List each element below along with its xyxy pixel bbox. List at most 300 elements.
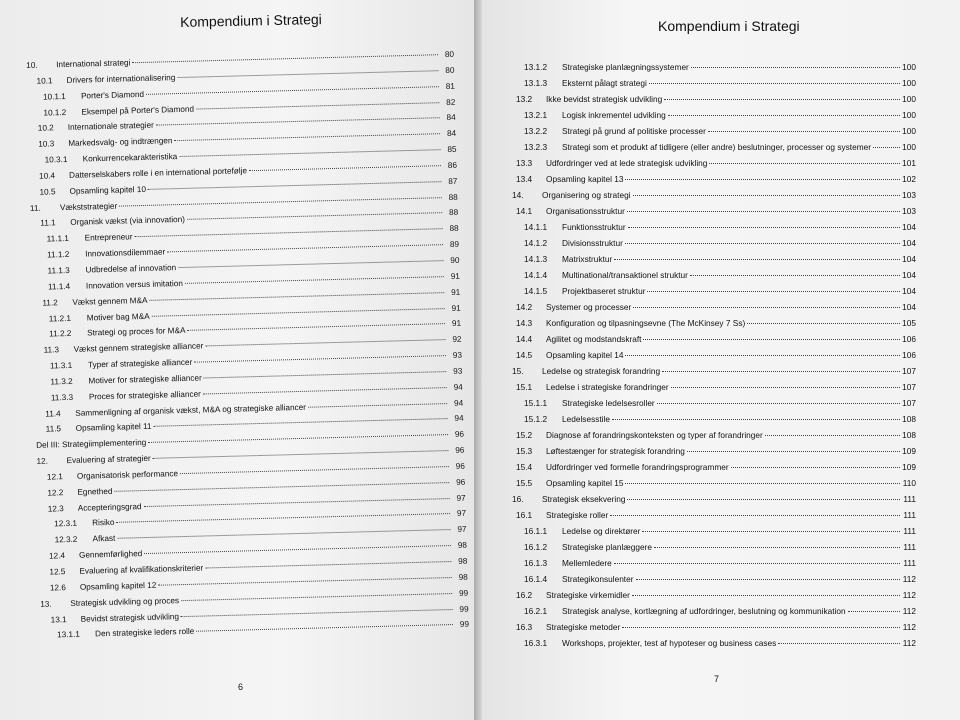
toc-entry-number: 16.1.4 bbox=[524, 574, 548, 584]
toc-entry-title: Ledelsesstile bbox=[562, 414, 610, 424]
toc-entry-page: 100 bbox=[902, 78, 916, 88]
toc-entry-number: 13.2 bbox=[516, 94, 533, 104]
toc-entry-page: 104 bbox=[902, 238, 916, 248]
toc-entry bbox=[512, 539, 916, 555]
toc-entry-title: Egnethed bbox=[77, 486, 113, 497]
toc-entry-number: 16. bbox=[512, 494, 524, 504]
toc-entry-page: 99 bbox=[459, 619, 470, 630]
toc-entry-number: 10.2 bbox=[37, 123, 54, 134]
toc-entry-page: 84 bbox=[446, 128, 457, 139]
toc-entry-title: Strategi som et produkt af tidligere (eller andre) beslutninger, processer og systemer bbox=[562, 142, 871, 152]
dot-leader bbox=[731, 467, 900, 468]
dot-leader bbox=[187, 213, 442, 221]
toc-entry-page: 88 bbox=[448, 192, 458, 202]
dot-leader bbox=[625, 179, 900, 180]
toc-entry-page: 100 bbox=[902, 94, 916, 104]
toc-entry-title: Konfiguration og tilpasningsevne (The McKinsey 7 Ss) bbox=[546, 318, 746, 328]
toc-entry-number: 13.2.2 bbox=[524, 126, 548, 136]
toc-entry-page: 99 bbox=[458, 588, 469, 598]
dot-leader bbox=[135, 228, 443, 237]
toc-entry-number: 15.2 bbox=[516, 430, 533, 440]
toc-entry-number: 13.1.3 bbox=[524, 78, 548, 88]
toc-entry-number: 13.2.3 bbox=[524, 142, 548, 152]
toc-entry bbox=[512, 507, 916, 523]
toc-entry bbox=[512, 379, 916, 395]
toc-entry-number: 11.1.1 bbox=[46, 234, 70, 244]
toc-entry-title: Opsamling kapitel 12 bbox=[79, 580, 157, 592]
dot-leader bbox=[628, 227, 900, 228]
toc-entry-page: 94 bbox=[453, 382, 463, 392]
toc-entry bbox=[512, 75, 916, 91]
toc-entry-page: 89 bbox=[449, 239, 460, 250]
toc-entry-number: 13.1.2 bbox=[524, 62, 548, 72]
dot-leader bbox=[614, 259, 900, 260]
toc-entry-page: 102 bbox=[902, 174, 916, 184]
toc-entry-title: Strategiske planlægningssystemer bbox=[562, 62, 689, 72]
toc-entry-number: 15.4 bbox=[516, 462, 533, 472]
toc-entry-page: 111 bbox=[903, 494, 916, 504]
dot-leader bbox=[149, 292, 444, 301]
toc-entry bbox=[512, 235, 916, 251]
toc-entry-title: Vækst gennem M&A bbox=[72, 295, 148, 307]
toc-entry-page: 96 bbox=[454, 429, 465, 440]
toc-entry-title: Del III: Strategiimplementering bbox=[36, 438, 147, 451]
toc-entry-number: 14.1 bbox=[516, 206, 533, 216]
toc-entry bbox=[512, 251, 916, 267]
toc-entry bbox=[512, 283, 916, 299]
toc-entry-title: Drivers for internationalisering bbox=[66, 72, 176, 85]
dot-leader bbox=[848, 611, 900, 612]
toc-entry-page: 108 bbox=[902, 430, 916, 440]
toc-entry-title: Proces for strategiske alliancer bbox=[88, 389, 201, 402]
table-of-contents bbox=[512, 59, 916, 651]
toc-entry-title: Innovationsdilemmaer bbox=[85, 247, 166, 259]
toc-entry-title: Multinational/transaktionel struktur bbox=[562, 270, 688, 280]
toc-entry-number: 10. bbox=[26, 60, 38, 70]
dot-leader bbox=[614, 563, 900, 564]
toc-entry-page: 111 bbox=[903, 558, 916, 568]
toc-entry-page: 106 bbox=[902, 334, 916, 344]
toc-entry-page: 112 bbox=[902, 622, 916, 632]
toc-entry-number: 10.3 bbox=[38, 139, 55, 149]
dot-leader bbox=[181, 609, 453, 617]
toc-entry-title: Ledelse og strategisk forandring bbox=[542, 366, 661, 376]
dot-leader bbox=[177, 70, 438, 78]
toc-entry-title: Opsamling kapitel 11 bbox=[75, 422, 152, 434]
toc-entry-page: 96 bbox=[455, 445, 465, 455]
toc-entry-page: 110 bbox=[902, 478, 916, 488]
toc-entry-title: Strategiske virkemidler bbox=[546, 590, 630, 600]
dot-leader bbox=[636, 579, 901, 580]
dot-leader bbox=[249, 165, 441, 171]
page-number: 6 bbox=[238, 682, 244, 692]
toc-entry-title: Divisionsstruktur bbox=[562, 238, 623, 248]
dot-leader bbox=[152, 308, 445, 317]
toc-entry-number: 13.1 bbox=[50, 614, 67, 625]
toc-entry-page: 94 bbox=[453, 398, 464, 408]
dot-leader bbox=[622, 627, 900, 628]
toc-entry-page: 104 bbox=[902, 286, 916, 296]
dot-leader bbox=[633, 307, 900, 308]
toc-entry-title: Matrixstruktur bbox=[562, 254, 613, 264]
toc-entry-page: 105 bbox=[902, 318, 916, 328]
toc-entry-page: 101 bbox=[902, 158, 916, 168]
dot-leader bbox=[187, 323, 445, 331]
toc-entry-page: 103 bbox=[902, 190, 916, 200]
toc-entry-number: 12.5 bbox=[49, 567, 66, 577]
toc-entry-page: 98 bbox=[458, 572, 468, 582]
toc-entry-page: 96 bbox=[456, 477, 466, 487]
dot-leader bbox=[174, 133, 440, 141]
toc-entry-page: 107 bbox=[902, 366, 916, 376]
toc-entry-page: 109 bbox=[902, 446, 916, 456]
toc-entry-number: 15.1 bbox=[516, 382, 533, 392]
toc-entry-page: 91 bbox=[450, 271, 460, 281]
dot-leader bbox=[671, 387, 900, 388]
toc-entry-page: 104 bbox=[902, 254, 916, 264]
dot-leader bbox=[308, 403, 447, 408]
toc-entry-number: 10.1.1 bbox=[42, 91, 66, 102]
toc-entry-number: 14.1.5 bbox=[524, 286, 548, 296]
toc-entry-title: Strategiske metoder bbox=[546, 622, 621, 632]
toc-entry-page: 91 bbox=[451, 287, 461, 297]
toc-entry-title: Accepteringsgrad bbox=[77, 501, 142, 513]
toc-entry-number: 14.3 bbox=[516, 318, 533, 328]
toc-entry-number: 12.3.2 bbox=[54, 535, 78, 545]
toc-entry-title: Vækststrategier bbox=[59, 201, 118, 212]
dot-leader bbox=[610, 515, 900, 516]
toc-entry-number: 11.2.2 bbox=[49, 329, 72, 339]
toc-entry-title: Datterselskabers rolle i en international portefølje bbox=[68, 166, 248, 180]
left-page bbox=[0, 0, 474, 720]
toc-entry-title: International strategi bbox=[56, 58, 131, 70]
toc-entry-page: 107 bbox=[902, 398, 916, 408]
toc-entry-title: Organisering og strategi bbox=[542, 190, 631, 200]
toc-entry-page: 98 bbox=[458, 556, 468, 566]
toc-entry-title: Evaluering af strategier bbox=[66, 453, 151, 466]
toc-entry-number: 11.3.3 bbox=[50, 392, 74, 403]
toc-entry-number: 12.4 bbox=[48, 551, 66, 561]
toc-entry-page: 104 bbox=[902, 222, 916, 232]
toc-entry bbox=[512, 395, 916, 411]
toc-entry-title: Opsamling kapitel 14 bbox=[546, 350, 624, 360]
dot-leader bbox=[625, 483, 900, 484]
toc-entry-number: 16.2 bbox=[516, 590, 533, 600]
toc-entry-number: 10.5 bbox=[39, 187, 56, 197]
dot-leader bbox=[708, 131, 900, 132]
toc-entry-page: 100 bbox=[902, 110, 916, 120]
toc-entry bbox=[512, 107, 916, 123]
toc-entry bbox=[512, 331, 916, 347]
toc-entry bbox=[512, 315, 916, 331]
toc-entry-title: Organisk vækst (via innovation) bbox=[70, 215, 186, 228]
toc-entry bbox=[512, 443, 916, 459]
toc-entry bbox=[512, 459, 916, 475]
toc-entry-title: Strategisk udvikling og proces bbox=[70, 595, 180, 608]
toc-entry-page: 100 bbox=[902, 62, 916, 72]
toc-entry-page: 104 bbox=[902, 302, 916, 312]
dot-leader bbox=[153, 450, 449, 459]
toc-entry-title: Udbredelse af innovation bbox=[85, 263, 177, 275]
toc-entry-title: Innovation versus imitation bbox=[85, 278, 184, 291]
toc-entry-number: 11.2.1 bbox=[48, 313, 72, 323]
dot-leader bbox=[194, 355, 446, 363]
toc-entry-title: Løftestænger for strategisk forandring bbox=[546, 446, 685, 456]
dot-leader bbox=[747, 323, 900, 324]
dot-leader bbox=[148, 434, 448, 443]
toc-entry-title: Vækst gennem strategiske alliancer bbox=[73, 341, 204, 355]
toc-entry-title: Bevidst strategisk udvikling bbox=[80, 611, 180, 624]
dot-leader bbox=[668, 115, 900, 116]
dot-leader bbox=[114, 482, 449, 492]
toc-entry-number: 16.1.3 bbox=[524, 558, 548, 568]
toc-entry-page: 112 bbox=[902, 590, 916, 600]
toc-entry-title: Udfordringer ved formelle forandringsprogrammer bbox=[546, 462, 729, 472]
toc-entry-title: Sammenligning af organisk vækst, M&A og strategiske alliancer bbox=[75, 402, 307, 418]
page-header: Kompendium i Strategi bbox=[180, 11, 322, 30]
toc-entry bbox=[512, 267, 916, 283]
dot-leader bbox=[625, 243, 900, 244]
toc-entry-page: 104 bbox=[902, 270, 916, 280]
toc-entry-title: Porter's Diamond bbox=[80, 89, 145, 101]
table-of-contents bbox=[26, 47, 469, 644]
toc-entry-title: Eksempel på Porter's Diamond bbox=[81, 104, 195, 117]
toc-entry-title: Organisationsstruktur bbox=[546, 206, 625, 216]
toc-entry-title: Strategiske ledelsesroller bbox=[562, 398, 655, 408]
toc-entry bbox=[512, 523, 916, 539]
toc-entry-page: 88 bbox=[448, 208, 459, 218]
toc-entry-title: Typer af strategiske alliancer bbox=[87, 357, 193, 370]
page-number: 7 bbox=[714, 674, 720, 684]
toc-entry-page: 103 bbox=[902, 206, 916, 216]
toc-entry-title: Strategi på grund af politiske processer bbox=[562, 126, 706, 136]
toc-entry-number: 11.3.2 bbox=[50, 376, 73, 387]
toc-entry-title: Systemer og processer bbox=[546, 302, 632, 312]
dot-leader bbox=[625, 355, 900, 356]
toc-entry-number: 10.1 bbox=[36, 76, 53, 86]
toc-entry-number: 10.3.1 bbox=[44, 155, 68, 165]
dot-leader bbox=[204, 371, 447, 378]
toc-entry-page: 112 bbox=[902, 638, 916, 648]
toc-entry-title: Entrepreneur bbox=[84, 232, 133, 243]
dot-leader bbox=[643, 339, 900, 340]
toc-entry-number: 16.3 bbox=[516, 622, 533, 632]
toc-entry-page: 111 bbox=[903, 510, 916, 520]
toc-entry-page: 107 bbox=[902, 382, 916, 392]
dot-leader bbox=[154, 418, 448, 427]
toc-entry-number: 11.1.3 bbox=[47, 265, 70, 276]
toc-entry-title: Opsamling kapitel 15 bbox=[546, 478, 624, 488]
toc-entry-page: 98 bbox=[457, 540, 468, 551]
toc-entry bbox=[512, 123, 916, 139]
toc-entry-title: Agilitet og modstandskraft bbox=[546, 334, 642, 344]
dot-leader bbox=[627, 499, 900, 500]
dot-leader bbox=[158, 577, 451, 586]
toc-entry-page: 97 bbox=[456, 493, 466, 503]
toc-entry bbox=[512, 187, 916, 203]
toc-entry-page: 112 bbox=[902, 606, 916, 616]
dot-leader bbox=[664, 99, 900, 100]
toc-entry-number: 10.1.2 bbox=[43, 107, 67, 118]
toc-entry-title: Ikke bevidst strategisk udvikling bbox=[546, 94, 663, 104]
toc-entry-page: 82 bbox=[446, 97, 456, 107]
toc-entry-page: 80 bbox=[445, 65, 455, 75]
dot-leader bbox=[119, 197, 442, 206]
dot-leader bbox=[662, 371, 900, 372]
toc-entry-number: 12.1 bbox=[46, 472, 64, 482]
dot-leader bbox=[778, 643, 900, 644]
page-header: Kompendium i Strategi bbox=[658, 18, 800, 34]
dot-leader bbox=[627, 211, 900, 212]
toc-entry-title: Mellemledere bbox=[562, 558, 612, 568]
toc-entry-title: Strategiske roller bbox=[546, 510, 609, 520]
toc-entry-number: 15.5 bbox=[516, 478, 533, 488]
toc-entry-number: 14.1.2 bbox=[524, 238, 548, 248]
toc-entry-number: 11.4 bbox=[45, 408, 61, 419]
toc-entry-page: 80 bbox=[444, 49, 455, 60]
toc-entry-title: Workshops, projekter, test af hypoteser og business cases bbox=[562, 638, 777, 648]
toc-entry-number: 14.1.4 bbox=[524, 270, 548, 280]
toc-entry-number: 14.2 bbox=[516, 302, 533, 312]
toc-entry-title: Afkast bbox=[92, 534, 116, 544]
toc-entry-title: Motiver for strategiske alliancer bbox=[88, 373, 202, 386]
toc-entry-page: 93 bbox=[453, 366, 463, 376]
toc-entry-number: 12.2 bbox=[47, 487, 64, 498]
toc-entry-title: Opsamling kapitel 13 bbox=[546, 174, 624, 184]
toc-entry-number: 16.1 bbox=[516, 510, 533, 520]
toc-entry-title: Den strategiske leders rolle bbox=[94, 627, 195, 639]
dot-leader bbox=[203, 387, 447, 394]
toc-entry-number: 13.2.1 bbox=[524, 110, 548, 120]
toc-entry bbox=[512, 603, 916, 619]
toc-entry-number: 14. bbox=[512, 190, 524, 200]
dot-leader bbox=[649, 83, 900, 84]
toc-entry bbox=[512, 427, 916, 443]
toc-entry-number: 15. bbox=[512, 366, 524, 376]
dot-leader bbox=[709, 163, 900, 164]
dot-leader bbox=[181, 593, 452, 601]
toc-entry-page: 94 bbox=[454, 414, 464, 424]
dot-leader bbox=[117, 529, 450, 539]
toc-entry-page: 93 bbox=[452, 350, 463, 360]
toc-entry-page: 111 bbox=[903, 542, 916, 552]
toc-entry-title: Diagnose af forandringskonteksten og typer af forandringer bbox=[546, 430, 763, 440]
dot-leader bbox=[873, 147, 900, 148]
toc-entry-title: Eksternt pålagt strategi bbox=[562, 78, 647, 88]
book-gutter bbox=[474, 0, 482, 720]
toc-entry bbox=[512, 571, 916, 587]
dot-leader bbox=[612, 419, 900, 420]
toc-entry-number: 16.1.2 bbox=[524, 542, 548, 552]
dot-leader bbox=[647, 291, 900, 292]
toc-entry bbox=[512, 299, 916, 315]
dot-leader bbox=[765, 435, 900, 436]
toc-entry-page: 108 bbox=[902, 414, 916, 424]
toc-entry-number: 15.1.1 bbox=[524, 398, 548, 408]
toc-entry-page: 100 bbox=[902, 126, 916, 136]
toc-entry-page: 97 bbox=[456, 509, 467, 519]
toc-entry-number: 11.1 bbox=[40, 218, 56, 229]
dot-leader bbox=[185, 276, 444, 284]
dot-leader bbox=[116, 514, 450, 524]
toc-entry-number: 15.1.2 bbox=[524, 414, 548, 424]
toc-entry-page: 106 bbox=[902, 350, 916, 360]
toc-entry-title: Funktionsstruktur bbox=[562, 222, 626, 232]
dot-leader bbox=[196, 624, 453, 632]
toc-entry-page: 81 bbox=[445, 81, 455, 91]
dot-leader bbox=[205, 561, 451, 568]
dot-leader bbox=[167, 244, 443, 252]
toc-entry-title: Strategikonsulenter bbox=[562, 574, 634, 584]
toc-entry-title: Strategi og proces for M&A bbox=[87, 326, 186, 338]
toc-entry bbox=[512, 635, 916, 651]
toc-entry-number: 13.4 bbox=[516, 174, 533, 184]
toc-entry-title: Ledelse og direktører bbox=[562, 526, 641, 536]
toc-entry-title: Logisk inkrementel udvikling bbox=[562, 110, 666, 120]
toc-entry-page: 87 bbox=[448, 176, 458, 186]
toc-entry-title: Strategiske planlæggere bbox=[562, 542, 652, 552]
toc-entry-page: 91 bbox=[451, 303, 461, 313]
dot-leader bbox=[205, 339, 445, 346]
toc-entry bbox=[512, 219, 916, 235]
toc-entry-page: 97 bbox=[457, 524, 467, 535]
toc-entry-number: 10.4 bbox=[38, 171, 56, 181]
dot-leader bbox=[179, 149, 440, 157]
toc-entry bbox=[512, 59, 916, 75]
toc-entry-page: 92 bbox=[452, 334, 462, 345]
dot-leader bbox=[632, 595, 900, 596]
dot-leader bbox=[642, 531, 900, 532]
toc-entry bbox=[512, 555, 916, 571]
dot-leader bbox=[143, 498, 449, 507]
dot-leader bbox=[148, 181, 441, 190]
toc-entry bbox=[512, 587, 916, 603]
dot-leader bbox=[180, 466, 449, 474]
toc-entry-title: Strategisk eksekvering bbox=[542, 494, 626, 504]
toc-entry-number: 11.1.2 bbox=[47, 250, 70, 260]
toc-entry bbox=[512, 155, 916, 171]
toc-entry-page: 91 bbox=[451, 319, 462, 329]
toc-entry-title: Risiko bbox=[92, 518, 115, 528]
toc-entry bbox=[512, 347, 916, 363]
toc-entry-number: 11.3.1 bbox=[49, 360, 73, 371]
toc-entry bbox=[512, 203, 916, 219]
toc-entry-number: 11. bbox=[29, 203, 41, 213]
toc-entry-number: 16.1.1 bbox=[524, 526, 548, 536]
toc-entry-page: 88 bbox=[449, 224, 459, 234]
toc-entry-page: 90 bbox=[450, 255, 460, 265]
toc-entry-number: 11.3 bbox=[43, 345, 60, 355]
toc-entry-page: 112 bbox=[902, 574, 916, 584]
dot-leader bbox=[178, 260, 443, 268]
dot-leader bbox=[691, 67, 900, 68]
toc-entry-page: 96 bbox=[455, 461, 465, 471]
toc-entry-number: 13.3 bbox=[516, 158, 533, 168]
toc-entry-number: 11.2 bbox=[42, 297, 58, 308]
toc-entry-title: Ledelse i strategiske forandringer bbox=[546, 382, 669, 392]
toc-entry-number: 11.1.4 bbox=[47, 281, 71, 292]
toc-entry-title: Strategisk analyse, kortlægning af udfordringer, beslutning og kommunikation bbox=[562, 606, 846, 616]
toc-entry-number: 12. bbox=[36, 456, 49, 466]
dot-leader bbox=[144, 545, 451, 554]
toc-entry bbox=[512, 363, 916, 379]
dot-leader bbox=[196, 102, 439, 109]
toc-entry-number: 12.3.1 bbox=[54, 519, 78, 529]
toc-entry-number: 14.4 bbox=[516, 334, 533, 344]
toc-entry-number: 11.5 bbox=[45, 424, 62, 435]
toc-entry-number: 16.3.1 bbox=[524, 638, 548, 648]
toc-entry-title: Internationale strategier bbox=[67, 121, 154, 133]
